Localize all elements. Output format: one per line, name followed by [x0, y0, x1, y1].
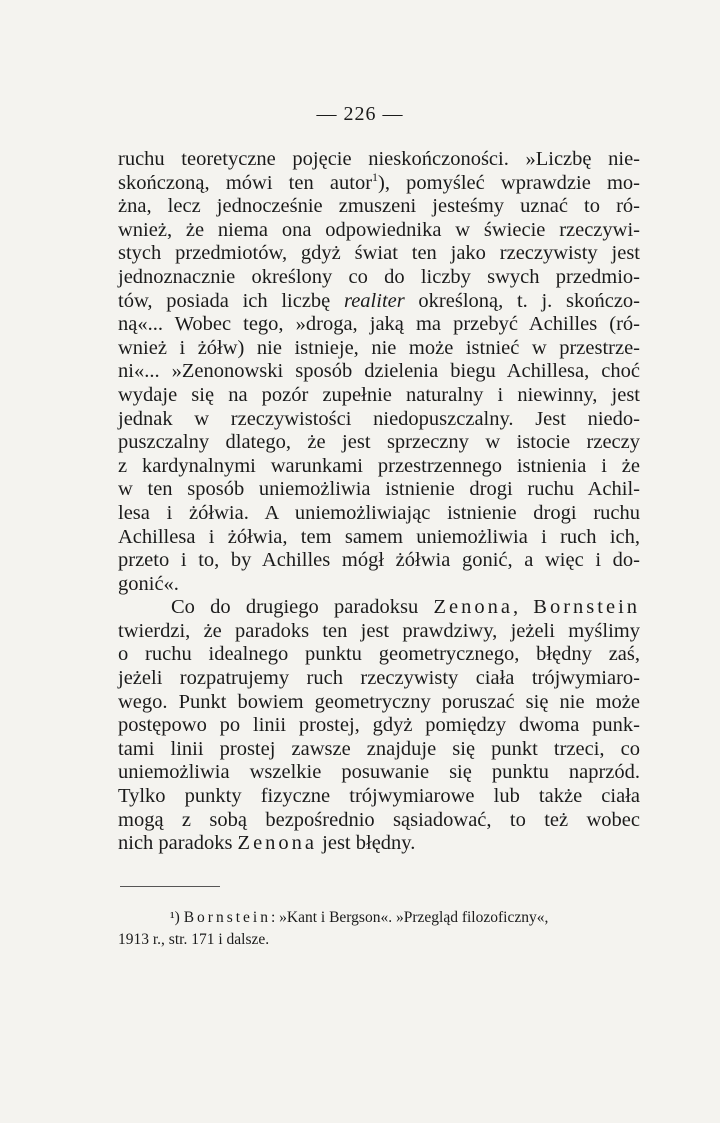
- text-line: wnież, że niema ona odpowiednika w świecie rzeczywi-: [118, 218, 640, 241]
- spaced-name: Zenona: [237, 832, 318, 855]
- text-line: ną«... Wobec tego, »droga, jaką ma przebyć Achilles (ró-: [118, 313, 640, 336]
- text-line: gonić«.: [118, 572, 179, 595]
- text-line: z kardynalnymi warunkami przestrzennego istnienia i że: [118, 454, 640, 477]
- footnote-text: : »Kant i Bergson«. »Przegląd filozoficzny«,: [270, 909, 549, 926]
- text-fragment: tów, posiada ich liczbę: [118, 289, 331, 312]
- footnote-ref: 1: [372, 169, 379, 184]
- text-fragment: jest błędny.: [317, 832, 416, 855]
- body-text: [118, 148, 640, 856]
- text-fragment: nich paradoks: [118, 832, 238, 855]
- text-fragment: ), pomyśleć wprawdzie mo-: [378, 171, 641, 194]
- text-line: ni«... »Zenonowski sposób dzielenia biegu Achillesa, choć: [118, 360, 640, 383]
- page-number: — 226 —: [316, 103, 404, 125]
- footnote: [118, 907, 640, 951]
- text-line: jednoznacznie określony co do liczby swych przedmio-: [118, 265, 640, 288]
- text-line: o ruchu idealnego punktu geometrycznego, błędny zaś,: [118, 643, 640, 666]
- text-fragment: określoną, t. j. skończo-: [404, 289, 641, 312]
- paragraph-2: [118, 596, 640, 856]
- text-line: [118, 290, 640, 314]
- footnote-line: [118, 907, 640, 929]
- text-line: Tylko punkty fizyczne trójwymiarowe lub także ciała: [118, 785, 640, 808]
- text-line: uniemożliwia wszelkie posuwanie się punktu naprzód.: [118, 761, 640, 784]
- text-line: jednak w rzeczywistości niedopuszczalny. Jest niedo-: [118, 407, 640, 430]
- text-line: [118, 169, 641, 196]
- text-line: ruchu teoretyczne pojęcie nieskończoności. »Liczbę nie-: [118, 148, 640, 170]
- text-line: wego. Punkt bowiem geometryczny poruszać się nie może: [118, 690, 640, 713]
- text-line: mogą z sobą bezpośrednio sąsiadować, to też wobec: [118, 808, 640, 831]
- text-line: wnież i żółw) nie istnieje, nie może istnieć w przestrze-: [118, 336, 640, 359]
- italic-term: realiter: [343, 289, 405, 312]
- footnote-line: 1913 r., str. 171 i dalsze.: [118, 931, 270, 948]
- text-line: żna, lecz jednocześnie zmuszeni jesteśmy uznać to ró-: [118, 195, 640, 218]
- text-line: stych przedmiotów, gdyż świat ten jako rzeczywisty jest: [118, 242, 640, 265]
- footnote-divider: [120, 886, 220, 887]
- footnote-author: Bornstein: [183, 909, 271, 926]
- text-line: [118, 832, 640, 856]
- text-line: wydaje się na pozór zupełnie naturalny i niewinny, jest: [118, 383, 640, 406]
- paragraph-1: [118, 148, 640, 596]
- text-line: postępowo po linii prostej, gdyż pomiędzy dwoma punk-: [118, 714, 640, 737]
- text-line: tami linii prostej zawsze znajduje się punkt trzeci, co: [118, 737, 640, 760]
- footnote-marker: ¹): [170, 909, 180, 926]
- text-line: twierdzi, że paradoks ten jest prawdziwy, jeżeli myślimy: [118, 619, 640, 642]
- spaced-name: Zenona: [433, 596, 513, 619]
- text-line: lesa i żółwia. A uniemożliwiając istnienie drogi ruchu: [118, 501, 640, 524]
- text-line: [118, 596, 640, 620]
- text-line: przeto i to, by Achilles mógł żółwia gonić, a więc i do-: [118, 549, 640, 572]
- text-fragment: Co do drugiego paradoksu: [171, 596, 434, 619]
- text-line: w ten sposób uniemożliwia istnienie drogi ruchu Achil-: [118, 478, 640, 501]
- text-line: jeżeli rozpatrujemy ruch rzeczywisty ciała trójwymiaro-: [118, 667, 640, 690]
- text-line: Achillesa i żółwia, tem samem uniemożliwia i ruch ich,: [118, 525, 640, 548]
- text-fragment: skończoną, mówi ten autor: [118, 171, 373, 194]
- text-line: puszczalny dlatego, że jest sprzeczny w istocie rzeczy: [118, 431, 640, 454]
- spaced-name: Bornstein: [533, 596, 641, 619]
- text-fragment: ,: [512, 596, 534, 619]
